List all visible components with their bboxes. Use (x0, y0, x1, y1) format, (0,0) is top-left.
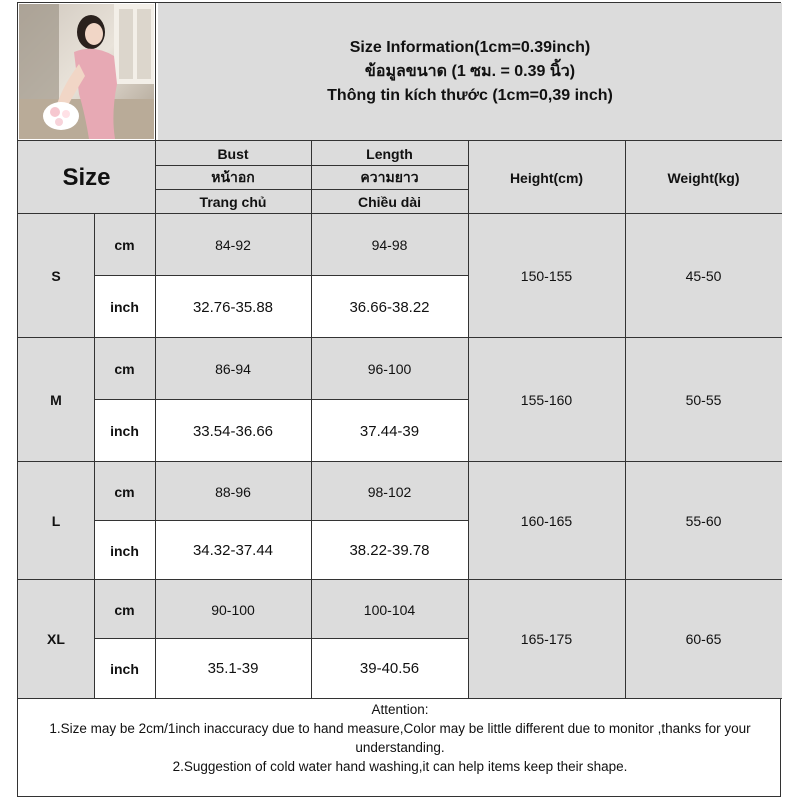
unit-inch-label: inch (110, 660, 139, 677)
unit-cm-label: cm (94, 214, 155, 276)
attention-note-2: 2.Suggestion of cold water hand washing,it can help items keep their shape. (172, 759, 628, 774)
height-header: Height(cm) (468, 141, 625, 214)
s-weight: 45-50 (625, 214, 782, 338)
divider (625, 140, 626, 698)
l-length-cm: 98-102 (311, 462, 468, 521)
m-bust-inch: 33.54-36.66 (192, 422, 274, 440)
divider (311, 140, 312, 698)
divider (94, 520, 468, 521)
size-information-title (158, 3, 782, 141)
size-chart (17, 2, 781, 797)
unit-cm-label: cm (94, 338, 155, 400)
xl-weight: 60-65 (625, 580, 782, 698)
l-weight: 55-60 (625, 462, 782, 580)
xl-bust-cm: 90-100 (155, 580, 311, 639)
divider (18, 140, 782, 141)
divider (155, 3, 156, 698)
bust-header-vi: Trang chủ (155, 190, 311, 214)
unit-inch-label: inch (110, 423, 139, 439)
size-m-label: M (18, 338, 94, 462)
xl-height: 165-175 (468, 580, 625, 698)
m-length-cm: 96-100 (311, 338, 468, 400)
bust-header-th: หน้าอก (155, 166, 311, 190)
unit-cm-label: cm (94, 580, 155, 639)
attention-heading: Attention: (371, 702, 429, 717)
unit-inch-label: inch (110, 299, 139, 315)
m-bust-cm: 86-94 (155, 338, 311, 400)
title-thai: ข้อมูลขนาด (1 ซม. = 0.39 นิ้ว) (364, 63, 576, 80)
title-english: Size Information(1cm=0.39inch) (349, 39, 591, 56)
divider (94, 399, 468, 400)
title-vietnamese: Thông tin kích thước (1cm=0,39 inch) (327, 87, 613, 104)
m-weight: 50-55 (625, 338, 782, 462)
divider (18, 461, 782, 462)
product-photo (19, 4, 154, 139)
l-height: 160-165 (468, 462, 625, 580)
m-length-inch: 37.44-39 (359, 422, 420, 440)
unit-cm-label: cm (94, 462, 155, 521)
divider (94, 213, 95, 698)
l-bust-inch: 34.32-37.44 (192, 542, 274, 559)
m-height: 155-160 (468, 338, 625, 462)
length-header-vi: Chiều dài (311, 190, 468, 214)
s-length-inch: 36.66-38.22 (349, 298, 430, 316)
s-height: 150-155 (468, 214, 625, 338)
l-bust-cm: 88-96 (155, 462, 311, 521)
attention-note-1: 1.Size may be 2cm/1inch inaccuracy due to hand measure,Color may be little different due to monitor ,thanks for your understanding. (49, 721, 751, 755)
length-header-en: Length (311, 141, 468, 166)
length-header-th: ความยาว (311, 166, 468, 190)
xl-bust-inch: 35.1-39 (207, 660, 259, 677)
s-bust-inch: 32.76-35.88 (192, 298, 274, 316)
unit-inch-label: inch (110, 542, 139, 559)
attention-notes (18, 699, 782, 798)
bust-header-en: Bust (155, 141, 311, 166)
s-bust-cm: 84-92 (155, 214, 311, 276)
xl-length-cm: 100-104 (311, 580, 468, 639)
divider (94, 638, 468, 639)
divider (18, 213, 782, 214)
size-xl-label: XL (18, 580, 94, 698)
s-length-cm: 94-98 (311, 214, 468, 276)
divider (94, 275, 468, 276)
xl-length-inch: 39-40.56 (359, 660, 420, 677)
size-header: Size (18, 141, 155, 214)
l-length-inch: 38.22-39.78 (349, 542, 430, 559)
weight-header: Weight(kg) (625, 141, 782, 214)
size-l-label: L (18, 462, 94, 580)
divider (18, 337, 782, 338)
divider (468, 140, 469, 698)
size-s-label: S (18, 214, 94, 338)
divider (18, 579, 782, 580)
